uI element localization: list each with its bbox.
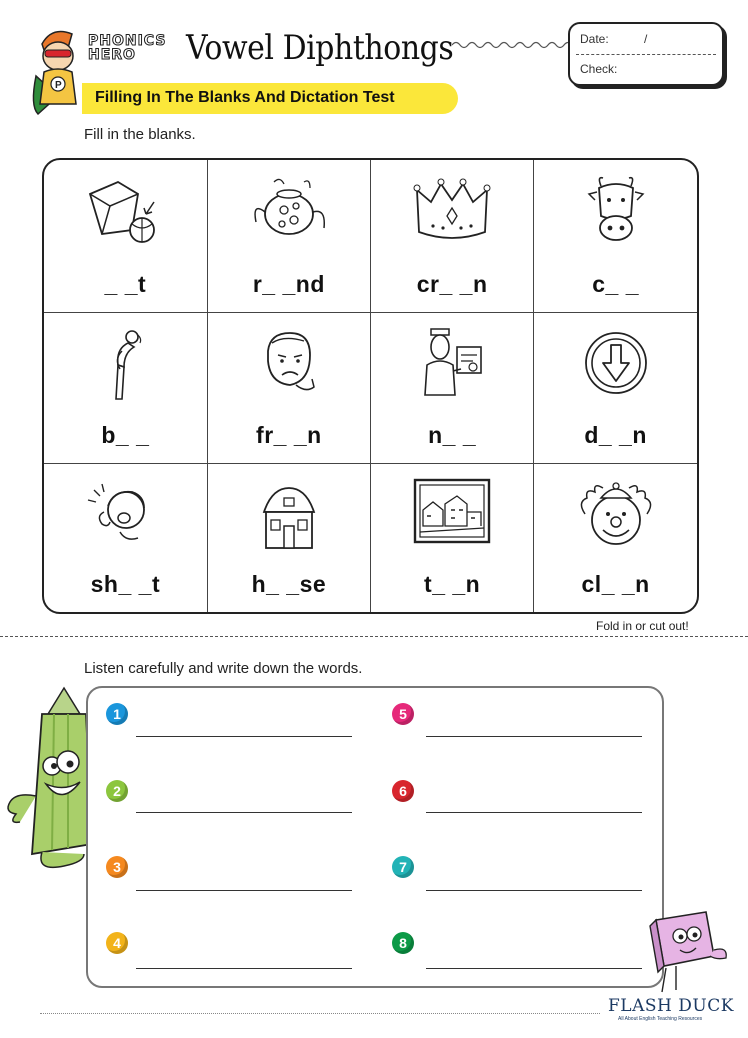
superhero-mascot-icon [28, 26, 90, 116]
flashduck-tagline: All About English Teaching Resources [618, 1016, 703, 1022]
blank-word: c_ _ [592, 270, 639, 297]
subtitle: Filling In The Blanks And Dictation Test [95, 89, 395, 106]
cube-box-ball-icon [80, 172, 170, 252]
grid-cell [371, 463, 534, 612]
man-holding-sign-icon [407, 325, 497, 405]
wavy-divider [452, 38, 568, 52]
number-badge: 6 [392, 780, 414, 802]
grid-cell [44, 463, 207, 612]
blank-word: cr_ _n [416, 270, 488, 297]
date-label: Date: [580, 32, 609, 46]
pencil-mascot-icon [2, 684, 98, 884]
blank-word: cl_ _n [581, 571, 650, 597]
answer-line[interactable] [426, 890, 642, 891]
bowing-person-icon [80, 325, 170, 405]
number-badge: 7 [392, 856, 414, 878]
check-label: Check: [580, 62, 618, 76]
eraser-mascot-icon [636, 906, 732, 1002]
answer-line[interactable] [426, 736, 642, 737]
grid-cell [534, 160, 697, 312]
blank-word: r_ _nd [252, 270, 325, 297]
down-arrow-circle-icon [571, 325, 661, 405]
house-icon [244, 476, 334, 556]
blank-word: h_ _se [251, 571, 327, 597]
grid-cell [44, 160, 207, 312]
frowning-face-icon [244, 325, 334, 405]
answer-line[interactable] [136, 890, 352, 891]
svg-text:P: P [55, 80, 62, 91]
answer-line[interactable] [136, 968, 352, 969]
answer-line[interactable] [426, 812, 642, 813]
dictation-box [86, 686, 664, 988]
blank-word: n_ _ [428, 421, 477, 448]
blank-word: b_ _ [101, 421, 150, 448]
grid-cell [207, 312, 370, 463]
teapot-animals-icon [244, 172, 334, 252]
fill-blanks-instruction: Fill in the blanks. [84, 126, 196, 143]
answer-line[interactable] [136, 736, 352, 737]
fold-cut-line [0, 636, 748, 637]
town-picture-icon [407, 476, 497, 556]
fold-note: Fold in or cut out! [596, 619, 689, 633]
answer-line[interactable] [136, 812, 352, 813]
dictation-instruction: Listen carefully and write down the words. [84, 660, 363, 677]
footer-rule [40, 1013, 600, 1014]
cow-head-icon [571, 172, 661, 252]
clown-face-icon [571, 476, 661, 556]
blank-word: sh_ _t [90, 571, 161, 597]
grid-cell [534, 312, 697, 463]
fill-blanks-grid [42, 158, 699, 614]
date-separator [576, 54, 716, 55]
number-badge: 5 [392, 703, 414, 725]
grid-cell [207, 160, 370, 312]
flashduck-logo: FLASH DUCK [608, 996, 734, 1016]
answer-line[interactable] [426, 968, 642, 969]
blank-word: fr_ _n [256, 421, 322, 448]
grid-cell [371, 160, 534, 312]
number-badge: 2 [106, 780, 128, 802]
blank-word: t_ _n [424, 571, 481, 597]
grid-cell [44, 312, 207, 463]
brand-logo: PHONICS HERO [88, 33, 167, 63]
blank-word: _ _t [104, 270, 147, 297]
grid-cell [207, 463, 370, 612]
date-slash: / [644, 32, 648, 46]
grid-cell [371, 312, 534, 463]
blank-word: d_ _n [584, 421, 647, 448]
number-badge: 8 [392, 932, 414, 954]
number-badge: 3 [106, 856, 128, 878]
page-title: Vowel Diphthongs [186, 28, 454, 68]
number-badge: 1 [106, 703, 128, 725]
number-badge: 4 [106, 932, 128, 954]
date-check-box [568, 22, 724, 86]
shouting-person-icon [80, 476, 170, 556]
grid-cell [534, 463, 697, 612]
crown-icon [407, 172, 497, 252]
